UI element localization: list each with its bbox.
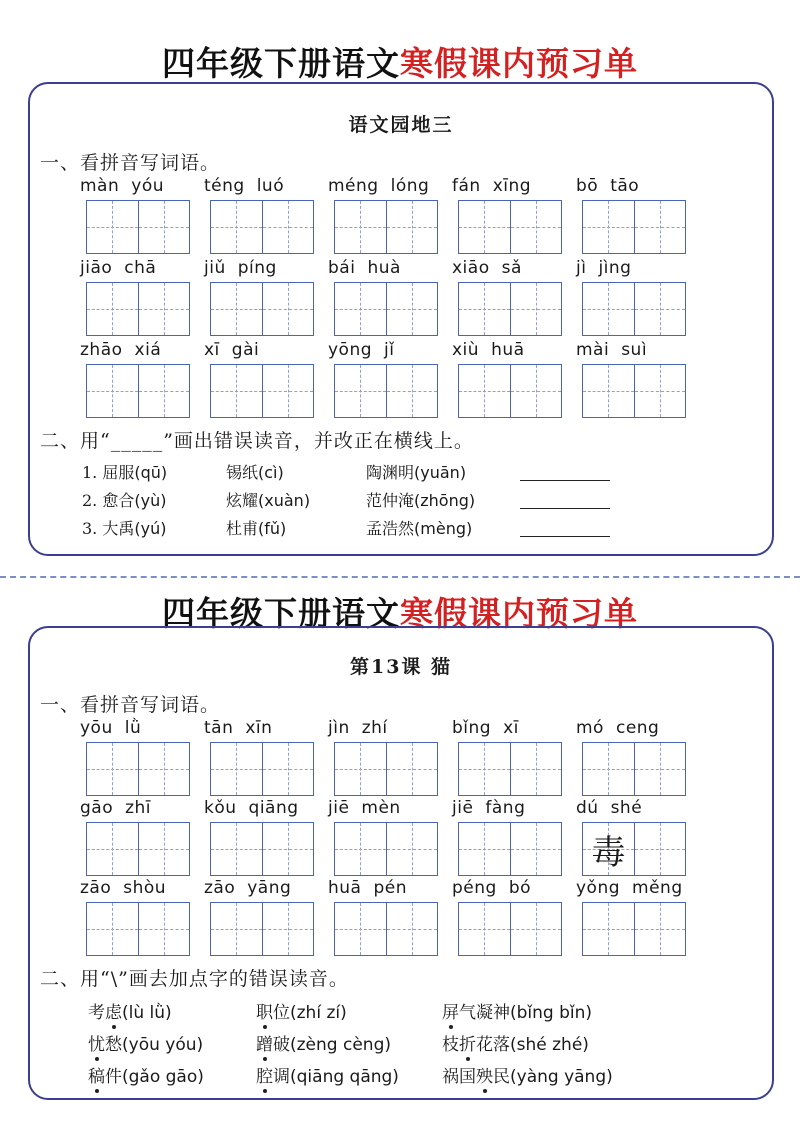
writing-cell[interactable] [459, 823, 510, 875]
word-box [80, 798, 190, 878]
word-box [452, 176, 562, 256]
pinyin-label: zāo yāng [204, 878, 292, 898]
pinyin-label: huā pén [328, 878, 407, 898]
pinyin-label: fán xīng [452, 176, 532, 196]
pronunciation-item: 杜甫(fǔ) [226, 519, 287, 538]
pronunciation-item: 孟浩然(mèng) [366, 519, 473, 538]
writing-cell[interactable] [262, 365, 313, 417]
dotted-word-item: 枝折花落(shé zhé) [442, 1030, 589, 1055]
writing-cell[interactable] [138, 201, 189, 253]
tianzige-grid [334, 742, 438, 796]
word-box [576, 176, 686, 256]
section-heading-2: 二、用“_____”画出错误读音，并改正在横线上。 [40, 430, 474, 452]
writing-cell[interactable] [87, 743, 138, 795]
writing-cell[interactable] [335, 201, 386, 253]
word-box [204, 878, 314, 958]
written-character: 毒 [591, 832, 626, 873]
tianzige-grid [582, 282, 686, 336]
pinyin-label: jiē fàng [452, 798, 526, 818]
writing-cell[interactable] [262, 823, 313, 875]
pinyin-label: jiǔ píng [204, 258, 277, 278]
writing-cell[interactable] [386, 903, 437, 955]
lesson-title: 语文园地三 [348, 114, 454, 136]
word-box [576, 340, 686, 420]
answer-line[interactable] [520, 508, 610, 509]
word-box [80, 878, 190, 958]
writing-cell[interactable] [211, 823, 262, 875]
writing-cell[interactable] [87, 201, 138, 253]
word-box [80, 258, 190, 338]
pronunciation-item: 炫耀(xuàn) [226, 491, 311, 510]
pinyin-label: jì jìng [576, 258, 632, 278]
tianzige-grid [86, 200, 190, 254]
writing-cell[interactable] [87, 365, 138, 417]
word-box [80, 176, 190, 256]
pinyin-label: yǒng měng [576, 878, 683, 898]
pinyin-label: màn yóu [80, 176, 165, 196]
writing-cell[interactable] [510, 201, 561, 253]
tianzige-grid [86, 902, 190, 956]
writing-cell[interactable] [583, 903, 634, 955]
writing-cell[interactable] [583, 283, 634, 335]
tianzige-grid [334, 282, 438, 336]
word-box [80, 340, 190, 420]
writing-cell[interactable] [386, 823, 437, 875]
title-part-red: 寒假课内预习单 [400, 44, 638, 83]
writing-cell[interactable] [510, 283, 561, 335]
word-box [452, 258, 562, 338]
writing-cell[interactable] [211, 365, 262, 417]
dotted-word-item: 蹭破(zèng cèng) [256, 1030, 391, 1055]
writing-cell[interactable] [386, 743, 437, 795]
writing-cell[interactable] [138, 365, 189, 417]
writing-cell[interactable] [510, 903, 561, 955]
pinyin-label: yōu lǜ [80, 718, 142, 738]
tianzige-grid [458, 282, 562, 336]
writing-cell[interactable] [583, 201, 634, 253]
dotted-word-item: 屏气凝神(bǐng bǐn) [442, 998, 592, 1023]
pinyin-label: dú shé [576, 798, 643, 818]
word-box [204, 340, 314, 420]
writing-cell[interactable] [510, 365, 561, 417]
writing-cell[interactable] [510, 743, 561, 795]
sheet2-panel [28, 626, 774, 1100]
tianzige-grid [458, 200, 562, 254]
writing-cell[interactable] [459, 283, 510, 335]
tianzige-grid [86, 282, 190, 336]
writing-cell[interactable] [634, 823, 685, 875]
writing-cell[interactable] [211, 743, 262, 795]
word-box [328, 718, 438, 798]
pronunciation-item: 范仲淹(zhōng) [366, 491, 476, 510]
pinyin-label: zāo shòu [80, 878, 167, 898]
word-box [204, 176, 314, 256]
title-part-black: 四年级下册语文 [162, 594, 400, 633]
writing-cell[interactable] [87, 283, 138, 335]
writing-cell[interactable] [634, 743, 685, 795]
pronunciation-item: 3. 大禹(yú) [82, 519, 167, 538]
writing-cell[interactable] [459, 201, 510, 253]
writing-cell[interactable] [335, 743, 386, 795]
writing-cell[interactable] [138, 283, 189, 335]
dotted-word-item: 腔调(qiāng qāng) [256, 1062, 399, 1087]
writing-cell[interactable] [335, 283, 386, 335]
pinyin-label: jiāo chā [80, 258, 157, 278]
tianzige-grid [334, 902, 438, 956]
dotted-word-item: 考虑(lù lǜ) [88, 998, 172, 1023]
word-box [576, 718, 686, 798]
tianzige-grid [86, 742, 190, 796]
writing-cell[interactable] [583, 365, 634, 417]
pinyin-label: mó ceng [576, 718, 660, 738]
pinyin-label: péng bó [452, 878, 532, 898]
word-box [452, 798, 562, 878]
writing-cell[interactable] [459, 743, 510, 795]
pinyin-label: méng lóng [328, 176, 430, 196]
writing-cell[interactable] [211, 283, 262, 335]
writing-cell[interactable] [459, 903, 510, 955]
word-box [576, 798, 686, 878]
writing-cell[interactable] [634, 365, 685, 417]
word-box [452, 340, 562, 420]
writing-cell[interactable] [138, 903, 189, 955]
answer-line[interactable] [520, 536, 610, 537]
writing-cell[interactable] [262, 283, 313, 335]
tianzige-grid [582, 902, 686, 956]
pinyin-label: xiāo sǎ [452, 258, 522, 278]
section-heading-2: 二、用“\”画去加点字的错误读音。 [40, 968, 349, 990]
tianzige-grid [458, 902, 562, 956]
title-part-red: 寒假课内预习单 [400, 594, 638, 633]
writing-cell[interactable] [138, 823, 189, 875]
sheet1-panel [28, 82, 774, 556]
pinyin-label: yōng jǐ [328, 340, 395, 360]
writing-cell[interactable] [211, 201, 262, 253]
tianzige-grid [334, 200, 438, 254]
pronunciation-item: 锡纸(cì) [226, 463, 284, 482]
writing-cell[interactable] [386, 365, 437, 417]
word-box [328, 340, 438, 420]
page-separator [0, 576, 800, 578]
tianzige-grid [210, 902, 314, 956]
answer-line[interactable] [520, 480, 610, 481]
word-box [204, 798, 314, 878]
tianzige-grid [458, 822, 562, 876]
tianzige-grid [582, 200, 686, 254]
writing-cell[interactable] [459, 365, 510, 417]
writing-cell[interactable] [634, 903, 685, 955]
word-box [576, 878, 686, 958]
tianzige-grid [582, 364, 686, 418]
tianzige-grid [86, 822, 190, 876]
pinyin-label: kǒu qiāng [204, 798, 299, 818]
word-box [328, 258, 438, 338]
writing-cell[interactable] [335, 823, 386, 875]
word-box [452, 878, 562, 958]
pinyin-label: bǐng xī [452, 718, 519, 738]
dotted-word-item: 稿件(gǎo gāo) [88, 1062, 204, 1087]
pinyin-label: gāo zhī [80, 798, 152, 818]
pinyin-label: jiē mèn [328, 798, 401, 818]
tianzige-grid [210, 282, 314, 336]
pinyin-label: mài suì [576, 340, 648, 360]
pronunciation-item: 2. 愈合(yù) [82, 491, 167, 510]
writing-cell[interactable] [211, 903, 262, 955]
tianzige-grid [582, 742, 686, 796]
word-box [80, 718, 190, 798]
pinyin-label: bái huà [328, 258, 401, 278]
pronunciation-item: 1. 屈服(qū) [82, 463, 168, 482]
writing-cell[interactable] [87, 823, 138, 875]
word-box [452, 718, 562, 798]
writing-cell[interactable] [87, 903, 138, 955]
dotted-word-item: 职位(zhí zí) [256, 998, 347, 1023]
writing-cell[interactable] [386, 201, 437, 253]
writing-cell[interactable] [262, 201, 313, 253]
tianzige-grid [210, 742, 314, 796]
word-box [576, 258, 686, 338]
writing-cell[interactable] [335, 903, 386, 955]
writing-cell[interactable] [510, 823, 561, 875]
tianzige-grid [334, 364, 438, 418]
writing-cell[interactable] [583, 743, 634, 795]
tianzige-grid [210, 822, 314, 876]
tianzige-grid [210, 364, 314, 418]
title-part-black: 四年级下册语文 [162, 44, 400, 83]
tianzige-grid [86, 364, 190, 418]
pinyin-label: jìn zhí [328, 718, 388, 738]
writing-cell[interactable] [262, 903, 313, 955]
dotted-word-item: 忧愁(yōu yóu) [88, 1030, 203, 1055]
lesson-title: 第13课 猫 [349, 656, 453, 678]
section-heading-1: 一、看拼音写词语。 [40, 694, 221, 716]
tianzige-grid [458, 742, 562, 796]
writing-cell[interactable] [634, 283, 685, 335]
word-box [328, 878, 438, 958]
tianzige-grid [210, 200, 314, 254]
pinyin-label: téng luó [204, 176, 285, 196]
pinyin-label: tān xīn [204, 718, 273, 738]
writing-cell[interactable] [262, 743, 313, 795]
writing-cell[interactable] [335, 365, 386, 417]
pinyin-label: xī gài [204, 340, 260, 360]
writing-cell[interactable] [583, 823, 634, 875]
pronunciation-item: 陶渊明(yuān) [366, 463, 467, 482]
word-box [204, 718, 314, 798]
section-heading-1: 一、看拼音写词语。 [40, 152, 221, 174]
sheet1-title [0, 38, 800, 85]
writing-cell[interactable] [634, 201, 685, 253]
dotted-word-item: 祸国殃民(yàng yāng) [442, 1062, 613, 1087]
pinyin-label: bō tāo [576, 176, 640, 196]
writing-cell[interactable] [138, 743, 189, 795]
tianzige-grid [458, 364, 562, 418]
writing-cell[interactable] [386, 283, 437, 335]
tianzige-grid [334, 822, 438, 876]
pinyin-label: zhāo xiá [80, 340, 162, 360]
word-box [204, 258, 314, 338]
tianzige-grid [582, 822, 686, 876]
word-box [328, 798, 438, 878]
word-box [328, 176, 438, 256]
pinyin-label: xiù huā [452, 340, 525, 360]
